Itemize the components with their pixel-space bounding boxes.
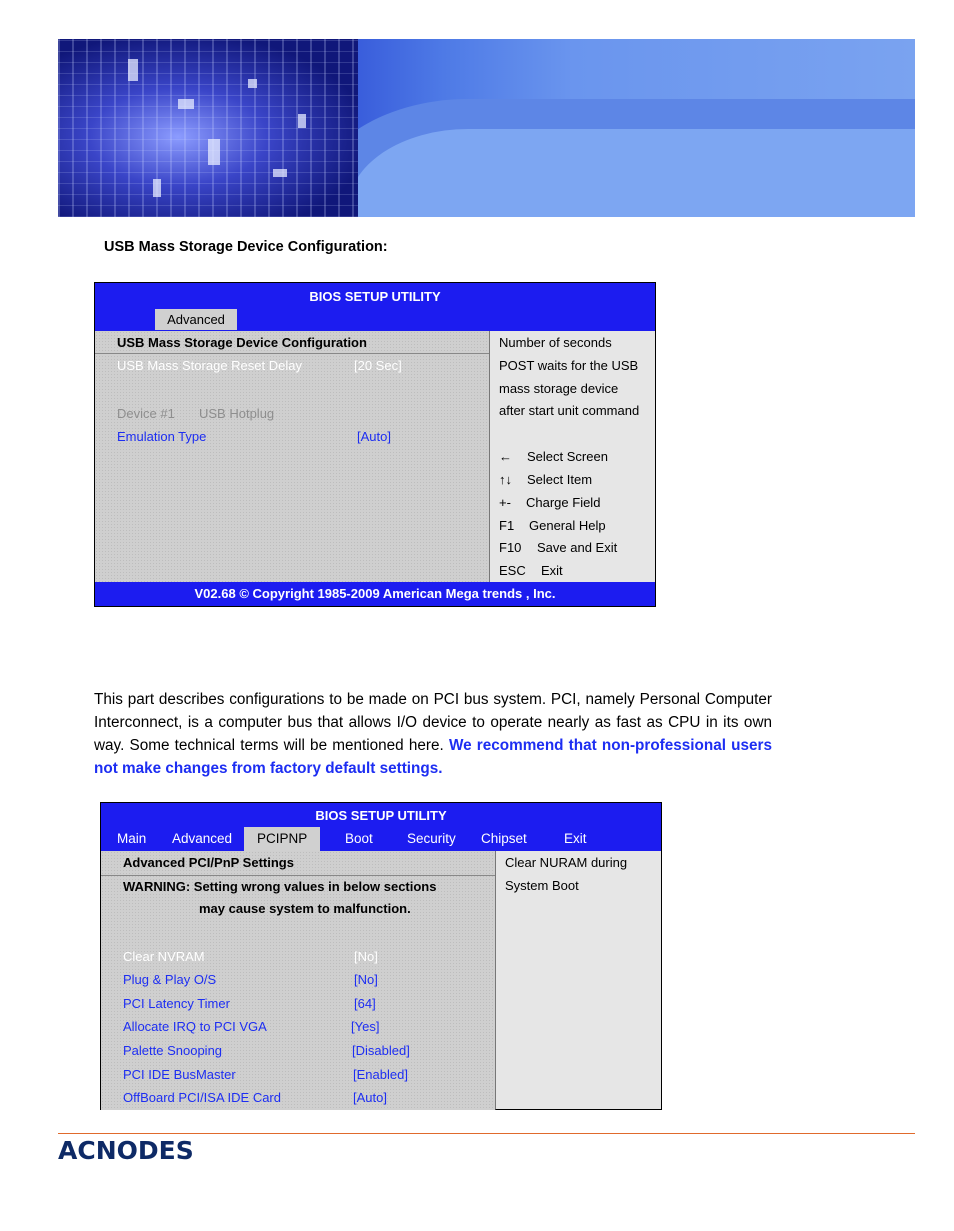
key-hint-exit: ESC Exit <box>499 563 563 578</box>
heading-divider <box>95 353 490 354</box>
chip-shape <box>298 114 306 128</box>
acnodes-logo: ACNODES <box>58 1136 194 1165</box>
menu-advanced[interactable]: Advanced <box>172 831 233 846</box>
bios-copyright-bar: V02.68 © Copyright 1985-2009 American Mega trends , Inc. <box>95 582 655 606</box>
up-down-arrow-icon: ↑↓ <box>499 472 512 487</box>
menu-chipset[interactable]: Chipset <box>481 831 527 846</box>
bios-usb-storage-panel <box>94 282 656 607</box>
setting-plug-play-label[interactable]: Plug & Play O/S <box>123 972 217 987</box>
banner-swoosh-front <box>348 129 915 217</box>
setting-latency-timer-value[interactable]: [64] <box>354 996 376 1011</box>
setting-reset-delay-label[interactable]: USB Mass Storage Reset Delay <box>117 358 302 373</box>
header-banner <box>58 39 915 217</box>
setting-latency-timer-label[interactable]: PCI Latency Timer <box>123 996 230 1011</box>
bios-menu-bar <box>101 827 661 851</box>
menu-boot[interactable]: Boot <box>345 831 373 846</box>
settings-pane <box>101 851 497 1110</box>
settings-pane <box>95 331 490 582</box>
settings-heading: Advanced PCI/PnP Settings <box>123 855 294 870</box>
setting-emulation-type-label[interactable]: Emulation Type <box>117 429 207 444</box>
key-hint-change-field: +- Charge Field <box>499 495 601 510</box>
settings-heading: USB Mass Storage Device Configuration <box>117 335 367 350</box>
help-pane <box>489 331 655 582</box>
setting-offboard-ide-label[interactable]: OffBoard PCI/ISA IDE Card <box>123 1090 281 1105</box>
setting-reset-delay-value[interactable]: [20 Sec] <box>354 358 402 373</box>
key-hint-select-screen: ← Select Screen <box>499 449 608 464</box>
key-hint-general-help: F1 General Help <box>499 518 606 533</box>
chip-shape <box>248 79 257 88</box>
menu-security[interactable]: Security <box>407 831 456 846</box>
device-value: USB Hotplug <box>199 406 275 421</box>
setting-palette-snooping-value[interactable]: [Disabled] <box>352 1043 410 1058</box>
setting-offboard-ide-value[interactable]: [Auto] <box>353 1090 387 1105</box>
paragraph-text: This part describes configurations to be made on PCI bus system. PCI, namely Personal Computer Interconnect, is a computer bus that allows I/O device to operate nearly as fast as CPU in its own way. Some technical terms will be mentioned here. <box>94 691 772 754</box>
left-arrow-icon: ← <box>499 449 512 464</box>
help-text-line: Number of seconds <box>499 335 612 350</box>
bios-pcipnp-panel <box>100 802 662 1110</box>
pci-description-paragraph <box>94 688 772 780</box>
bios-title: BIOS SETUP UTILITY <box>309 289 441 304</box>
bios-title-bar <box>101 803 661 851</box>
help-text-line: mass storage device <box>499 381 619 396</box>
setting-palette-snooping-label[interactable]: Palette Snooping <box>123 1043 223 1058</box>
setting-plug-play-value[interactable]: [No] <box>354 972 378 987</box>
chip-shape <box>153 179 161 197</box>
section-title: USB Mass Storage Device Configuration: <box>104 239 388 255</box>
paragraph-emphasis: We recommend that non-professional users not make changes from factory default settings. <box>94 737 772 777</box>
key-hint-select-item: ↑↓ Select Item <box>499 472 593 487</box>
menu-main[interactable]: Main <box>117 831 147 846</box>
help-text-line: after start unit command <box>499 403 640 418</box>
bios-title: BIOS SETUP UTILITY <box>315 808 447 823</box>
device-label: Device #1 <box>117 406 175 421</box>
setting-allocate-irq-label[interactable]: Allocate IRQ to PCI VGA <box>123 1019 267 1034</box>
warning-line-1: WARNING: Setting wrong values in below sections <box>123 879 437 894</box>
warning-line-2: may cause system to malfunction. <box>199 901 411 916</box>
chip-shape <box>208 139 220 165</box>
setting-clear-nvram-label[interactable]: Clear NVRAM <box>123 949 205 964</box>
setting-ide-busmaster-value[interactable]: [Enabled] <box>353 1067 408 1082</box>
footer-divider <box>58 1133 915 1134</box>
menu-pcipnp[interactable]: PCIPNP <box>244 827 320 851</box>
menu-exit[interactable]: Exit <box>564 831 587 846</box>
tab-advanced[interactable]: Advanced <box>155 309 237 330</box>
help-pane <box>495 851 661 1110</box>
chip-shape <box>178 99 194 109</box>
help-text-line: Clear NURAM during <box>505 855 628 870</box>
chip-shape <box>273 169 287 177</box>
setting-ide-busmaster-label[interactable]: PCI IDE BusMaster <box>123 1067 236 1082</box>
setting-allocate-irq-value[interactable]: [Yes] <box>351 1019 380 1034</box>
key-hint-save-exit: F10 Save and Exit <box>499 540 618 555</box>
circuit-board-image <box>58 39 358 217</box>
bios-title-bar <box>95 283 655 331</box>
setting-emulation-type-value[interactable]: [Auto] <box>357 429 391 444</box>
help-text-line: System Boot <box>505 878 579 893</box>
setting-clear-nvram-value[interactable]: [No] <box>354 949 378 964</box>
help-text-line: POST waits for the USB <box>499 358 639 373</box>
heading-divider <box>101 875 497 876</box>
chip-shape <box>128 59 138 81</box>
